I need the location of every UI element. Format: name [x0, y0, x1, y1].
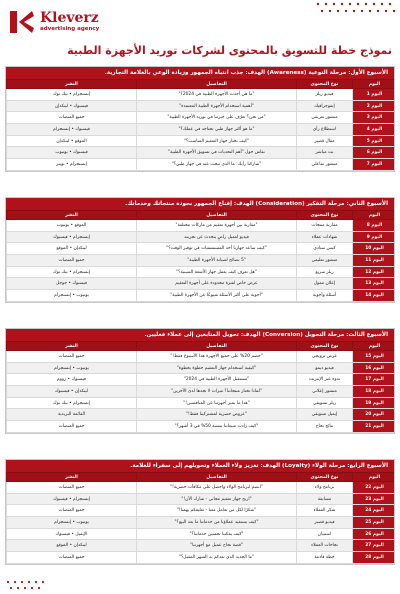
header-content-type: نوع المحتوى — [297, 211, 353, 220]
details-cell: "شكرًا لكل من تعامل معنا - تعليقكم يهمنا!" — [137, 505, 297, 517]
table-row — [7, 351, 396, 363]
day-cell: اليوم 25 — [353, 517, 396, 529]
header-publish: النشر — [7, 211, 137, 220]
header-details: التفاصيل — [137, 473, 297, 482]
publish-cell: جميع المنصات — [7, 351, 137, 363]
publish-cell: جميع المنصات — [7, 482, 137, 494]
header-details: التفاصيل — [137, 211, 297, 220]
week-title: الأسبوع الأول: مرحلة التوعية (Awareness) الهدف: جذب انتباه الجمهور وزيادة الوعي بالعلامة التجارية. — [6, 67, 394, 79]
publish-cell: لينكدإن • الموقع — [7, 540, 137, 552]
week-section — [5, 66, 395, 172]
header-day: اليوم — [353, 473, 396, 482]
table-row — [7, 482, 396, 494]
table-row — [7, 135, 396, 147]
content-type-cell: استبيان — [297, 528, 353, 540]
publish-cell: يوتيوب • إنستجرام — [7, 517, 137, 529]
details-cell: نقاش حول "أهم التحديات في تسويق الأجهزة الطبية" — [137, 147, 297, 159]
content-type-cell: شهادات عملاء — [297, 231, 353, 243]
table-header-row — [7, 342, 396, 351]
content-type-cell: كيس ستادي — [297, 243, 353, 255]
details-cell: "كيف يستفيد عملاؤنا من خدماتنا ما بعد البيع؟" — [137, 517, 297, 529]
content-type-cell: مسابقة — [297, 493, 353, 505]
day-cell: اليوم 28 — [353, 552, 396, 564]
content-type-cell: إعلان ممول — [297, 278, 353, 290]
content-type-cell: أسئلة وأجوبة — [297, 290, 353, 302]
details-cell: "كيف تختار جهاز التعقيم المناسب؟" — [137, 135, 297, 147]
details-cell: "هذا ما يميز أجهزتنا عن المنافسين!" — [137, 397, 297, 409]
day-cell: اليوم 11 — [353, 255, 396, 267]
publish-cell: يوتيوب • إنستجرام — [7, 290, 137, 302]
publish-cell: جميع المنصات — [7, 505, 137, 517]
publish-cell: جميع المنصات — [7, 552, 137, 564]
table-row — [7, 278, 396, 290]
publish-cell: لينكدإن • الموقع — [7, 243, 137, 255]
content-type-cell: إيميل تسويقي — [297, 409, 353, 421]
content-type-cell: فيديو ريلز — [297, 89, 353, 101]
content-type-cell: عرض ترويجي — [297, 351, 353, 363]
header-publish: النشر — [7, 473, 137, 482]
details-cell: "خصم 20% على جميع الأجهزة هذا الأسبوع فقط!" — [137, 351, 297, 363]
day-cell: اليوم 19 — [353, 397, 396, 409]
day-cell: اليوم 15 — [353, 351, 396, 363]
details-cell: فيديو لعميل راضٍ يتحدث عن تجربته — [137, 231, 297, 243]
details-cell: "عروض حصرية لمشتركينا فقط!" — [137, 409, 297, 421]
details-cell: "أهمية استخدام الأجهزة الطبية المعتمدة" — [137, 100, 297, 112]
content-type-cell: خطة قادمة — [297, 552, 353, 564]
week-section — [5, 328, 395, 434]
day-cell: اليوم 18 — [353, 386, 396, 398]
publish-cell: جميع المنصات — [7, 255, 137, 267]
day-cell: اليوم 9 — [353, 231, 396, 243]
content-type-cell: ريلز سريع — [297, 266, 353, 278]
content-type-cell: إنفوجرافيك — [297, 100, 353, 112]
content-type-cell: نجاحات العملاء — [297, 540, 353, 552]
content-type-cell: برنامج ولاء — [297, 482, 353, 494]
publish-cell: فيسبوك • يوتيوب — [7, 147, 137, 159]
details-cell: "مقارنة بين أجهزة تعقيم من ماركات مختلفة" — [137, 220, 297, 232]
table-row — [7, 159, 396, 171]
publish-cell: الإيميل • فيسبوك — [7, 528, 137, 540]
publish-cell: إنستجرام • تيك توك — [7, 397, 137, 409]
content-type-cell: نتائج نجاح — [297, 421, 353, 433]
decorative-dots-bottom — [4, 578, 64, 592]
table-row — [7, 517, 396, 529]
day-cell: اليوم 6 — [353, 147, 396, 159]
table-row — [7, 266, 396, 278]
table-row — [7, 89, 396, 101]
day-cell: اليوم 14 — [353, 290, 396, 302]
table-row — [7, 386, 396, 398]
week-title: الأسبوع الرابع: مرحلة الولاء (Loyalty) الهدف: تعزيز ولاء العملاء وتحويلهم إلى سفراء للعلامة. — [6, 460, 394, 472]
table-row — [7, 243, 396, 255]
content-type-cell: منشور تفاعلي — [297, 159, 353, 171]
publish-cell: الموقع • يوتيوب — [7, 220, 137, 232]
kleverz-logo-icon — [8, 8, 36, 36]
publish-cell: جميع المنصات — [7, 112, 137, 124]
table-row — [7, 505, 396, 517]
publish-cell: إنستجرام • فيسبوك — [7, 493, 137, 505]
details-cell: "اربح جهاز تعقيم مجاني - شارك الآن!" — [137, 493, 297, 505]
table-row — [7, 231, 396, 243]
publish-cell: إنستجرام • تيك توك — [7, 266, 137, 278]
content-type-cell: شكر العملاء — [297, 505, 353, 517]
content-type-cell: مقارنة منتجات — [297, 220, 353, 232]
content-type-cell: منشور إعلاني — [297, 386, 353, 398]
content-type-cell: منشور تعريفي — [297, 112, 353, 124]
decorative-dots-top — [310, 0, 400, 20]
day-cell: اليوم 21 — [353, 421, 396, 433]
details-cell: "ما الجديد الذي نعدكم به الشهر المقبل؟" — [137, 552, 297, 564]
schedule-table — [6, 341, 395, 433]
content-type-cell: منشور تعليمي — [297, 255, 353, 267]
content-type-cell: فيديو ديمو — [297, 362, 353, 374]
details-cell: عرض خاص لفترة محدودة على أجهزة التعقيم — [137, 278, 297, 290]
publish-cell: إنستجرام • تيك توك — [7, 89, 137, 101]
publish-cell: فيسبوك • جوجل — [7, 278, 137, 290]
header-content-type: نوع المحتوى — [297, 473, 353, 482]
page-title: نموذج خطة للتسويق بالمحتوى لشركات توريد الأجهزة الطبية — [67, 44, 392, 57]
details-cell: "قصة نجاح عميل مع أجهزتنا" — [137, 540, 297, 552]
table-row — [7, 112, 396, 124]
header-details: التفاصيل — [137, 80, 297, 89]
table-row — [7, 255, 396, 267]
day-cell: اليوم 1 — [353, 89, 396, 101]
day-cell: اليوم 23 — [353, 493, 396, 505]
day-cell: اليوم 26 — [353, 528, 396, 540]
details-cell: "شاركنا رأيك: ما الذي تبحث عنه في جهاز طبي؟" — [137, 159, 297, 171]
week-title: الأسبوع الثالث: مرحلة التحويل (Conversion) الهدف: تحويل المتابعين إلى عملاء فعليين. — [6, 329, 394, 341]
header-content-type: نوع المحتوى — [297, 80, 353, 89]
publish-cell: جميع المنصات — [7, 421, 137, 433]
day-cell: اليوم 8 — [353, 220, 396, 232]
brand-name: Kleverz — [40, 10, 99, 26]
day-cell: اليوم 13 — [353, 278, 396, 290]
day-cell: اليوم 22 — [353, 482, 396, 494]
table-row — [7, 147, 396, 159]
schedule-table — [6, 210, 395, 302]
header-day: اليوم — [353, 342, 396, 351]
table-row — [7, 124, 396, 136]
details-cell: "أجوبة على أكثر الأسئلة شيوعًا عن الأجهزة الطبية" — [137, 290, 297, 302]
publish-cell: القائمة البريدية — [7, 409, 137, 421]
details-cell: "مستقبل الأجهزة الطبية في 2024" — [137, 374, 297, 386]
details-cell: "لماذا تختار منتجاتنا؟ ميزات لا تجدها لدى الآخرين" — [137, 386, 297, 398]
publish-cell: فيسبوك • لينكدإن — [7, 100, 137, 112]
week-section — [5, 197, 395, 303]
week-section — [5, 459, 395, 565]
table-row — [7, 552, 396, 564]
details-cell: "كيف يمكننا تحسين خدماتنا؟" — [137, 528, 297, 540]
day-cell: اليوم 27 — [353, 540, 396, 552]
day-cell: اليوم 10 — [353, 243, 396, 255]
publish-cell: إنستجرام • فيسبوك — [7, 231, 137, 243]
day-cell: اليوم 24 — [353, 505, 396, 517]
details-cell: "كيف ساعد جهازنا أحد المستشفيات في توفير الوقت؟" — [137, 243, 297, 255]
details-cell: "كيف زادت مبيعاتنا بنسبة 50% في 3 أشهر؟" — [137, 421, 297, 433]
day-cell: اليوم 5 — [353, 135, 396, 147]
details-cell: "ما هي أحدث الأجهزة الطبية في 2024؟" — [137, 89, 297, 101]
publish-cell: الموقع • لينكدإن — [7, 135, 137, 147]
header-content-type: نوع المحتوى — [297, 342, 353, 351]
schedule-table — [6, 79, 395, 171]
publish-cell: يوتيوب • إنستجرام — [7, 362, 137, 374]
header-publish: النشر — [7, 342, 137, 351]
content-type-cell: استطلاع رأي — [297, 124, 353, 136]
table-row — [7, 290, 396, 302]
day-cell: اليوم 17 — [353, 374, 396, 386]
table-row — [7, 100, 396, 112]
header-publish: النشر — [7, 80, 137, 89]
page-header — [0, 0, 400, 62]
day-cell: اليوم 2 — [353, 100, 396, 112]
header-day: اليوم — [353, 211, 396, 220]
table-row — [7, 421, 396, 433]
table-header-row — [7, 473, 396, 482]
schedule-table — [6, 472, 395, 564]
details-cell: "كيفية استخدام جهاز التعقيم خطوة بخطوة" — [137, 362, 297, 374]
table-row — [7, 409, 396, 421]
day-cell: اليوم 12 — [353, 266, 396, 278]
content-type-cell: فيديو قصير — [297, 517, 353, 529]
details-cell: "انضم لبرنامج الولاء واحصل على مكافآت حصرية!" — [137, 482, 297, 494]
table-row — [7, 540, 396, 552]
table-row — [7, 220, 396, 232]
publish-cell: فيسبوك • إنستجرام — [7, 124, 137, 136]
brand-logo — [8, 8, 99, 36]
details-cell: "هل تعرف كيف يعمل جهاز الأشعة السينية؟" — [137, 266, 297, 278]
details-cell: "5 نصائح لصيانة الأجهزة الطبية" — [137, 255, 297, 267]
brand-tagline: advertising agency — [40, 26, 100, 32]
details-cell: "من نحن؟ تعرّف على خبرتنا في توريد الأجهزة الطبية" — [137, 112, 297, 124]
day-cell: اليوم 20 — [353, 409, 396, 421]
day-cell: اليوم 4 — [353, 124, 396, 136]
header-details: التفاصيل — [137, 342, 297, 351]
table-row — [7, 374, 396, 386]
day-cell: اليوم 7 — [353, 159, 396, 171]
header-day: اليوم — [353, 80, 396, 89]
day-cell: اليوم 3 — [353, 112, 396, 124]
table-row — [7, 528, 396, 540]
content-type-cell: ندوة عبر الإنترنت — [297, 374, 353, 386]
content-type-cell: ريلز تشويقي — [297, 397, 353, 409]
publish-cell: لينكدإن • فيسبوك — [7, 386, 137, 398]
publish-cell: إنستجرام • تويتر — [7, 159, 137, 171]
publish-cell: فيسبوك • زووم — [7, 374, 137, 386]
week-title: الأسبوع الثاني: مرحلة التفكير (Consideration) الهدف: إقناع الجمهور بجودة منتجاتك وخدماتك. — [6, 198, 394, 210]
table-header-row — [7, 211, 396, 220]
day-cell: اليوم 16 — [353, 362, 396, 374]
details-cell: "ما هو أكثر جهاز طبي تحتاجه في عملك؟" — [137, 124, 297, 136]
table-header-row — [7, 80, 396, 89]
table-row — [7, 493, 396, 505]
table-row — [7, 362, 396, 374]
table-row — [7, 397, 396, 409]
content-type-cell: مقال قصير — [297, 135, 353, 147]
content-type-cell: بث مباشر — [297, 147, 353, 159]
